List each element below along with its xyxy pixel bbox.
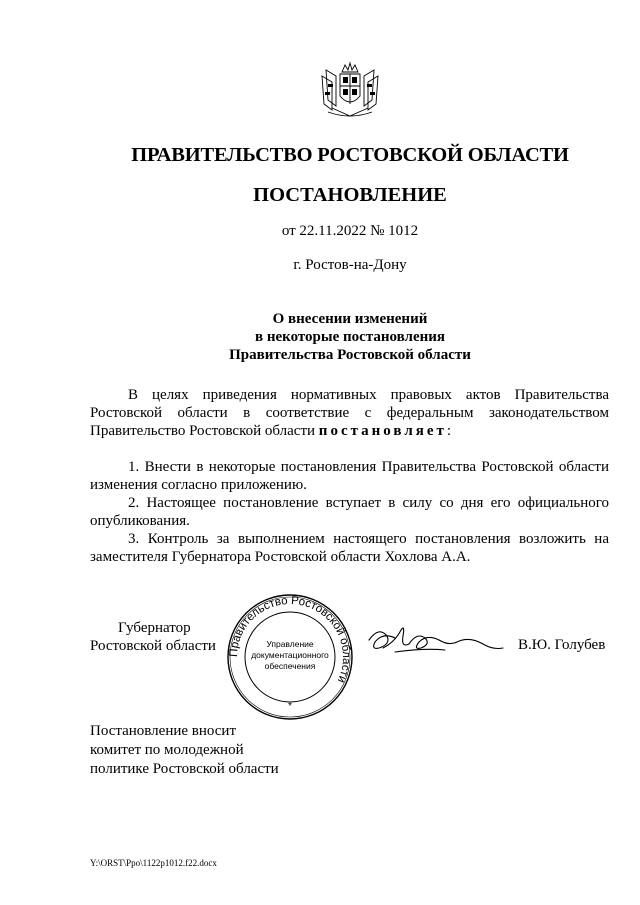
signer-position-line: Ростовской области [90,638,216,654]
seal-inner-line: Управление [266,639,314,649]
subject-line: Правительства Ростовской области [229,347,471,363]
seal-inner-line: документационного [251,650,329,660]
introducer-line: Постановление вносит [90,723,237,739]
handwritten-signature [365,622,515,662]
signer-name: В.Ю. Голубев [518,637,606,653]
document-type: ПОСТАНОВЛЕНИЕ [253,184,447,206]
seal-outer-text: Правительство Ростовской области [227,594,353,685]
subject-line: в некоторые постановления [254,329,446,345]
file-path-footer: Y:\ORST\Ppo\1122p1012.f22.docx [90,858,217,868]
preamble-text: В целях приведения нормативных правовых актов Правительства Ростовской области в соответствие с федеральным законодательством Правительство Ростовской области [90,387,609,439]
signer-position-line: Губернатор [118,620,191,636]
signer-position [90,619,216,655]
seal-inner-line: обеспечения [264,661,316,671]
round-stamp-icon [225,592,355,722]
resolution-item: 3. Контроль за выполнением настоящего постановления возложить на заместителя Губернатора Ростовской области Хохлова А.А. [90,531,609,565]
decree-word: постановляет [318,423,447,439]
document-date-number: от 22.11.2022 № 1012 [281,223,419,239]
document-city: г. Ростов-на-Дону [293,257,407,273]
introducer-note [90,722,279,779]
coat-of-arms-icon [316,60,384,120]
preamble-paragraph [90,386,609,440]
resolution-item: 2. Настоящее постановление вступает в силу со дня его официального опубликования. [90,495,609,529]
document-subject [0,310,640,364]
seal-star: * [288,701,292,712]
resolution-item: 1. Внести в некоторые постановления Правительства Ростовской области изменения согласно приложению. [90,459,609,493]
subject-line: О внесении изменений [272,311,428,327]
introducer-line: комитет по молодежной [90,742,244,758]
preamble-tail: : [446,423,452,439]
government-title: ПРАВИТЕЛЬСТВО РОСТОВСКОЙ ОБЛАСТИ [131,144,569,166]
document-body [90,386,609,566]
introducer-line: политике Ростовской области [90,761,279,777]
